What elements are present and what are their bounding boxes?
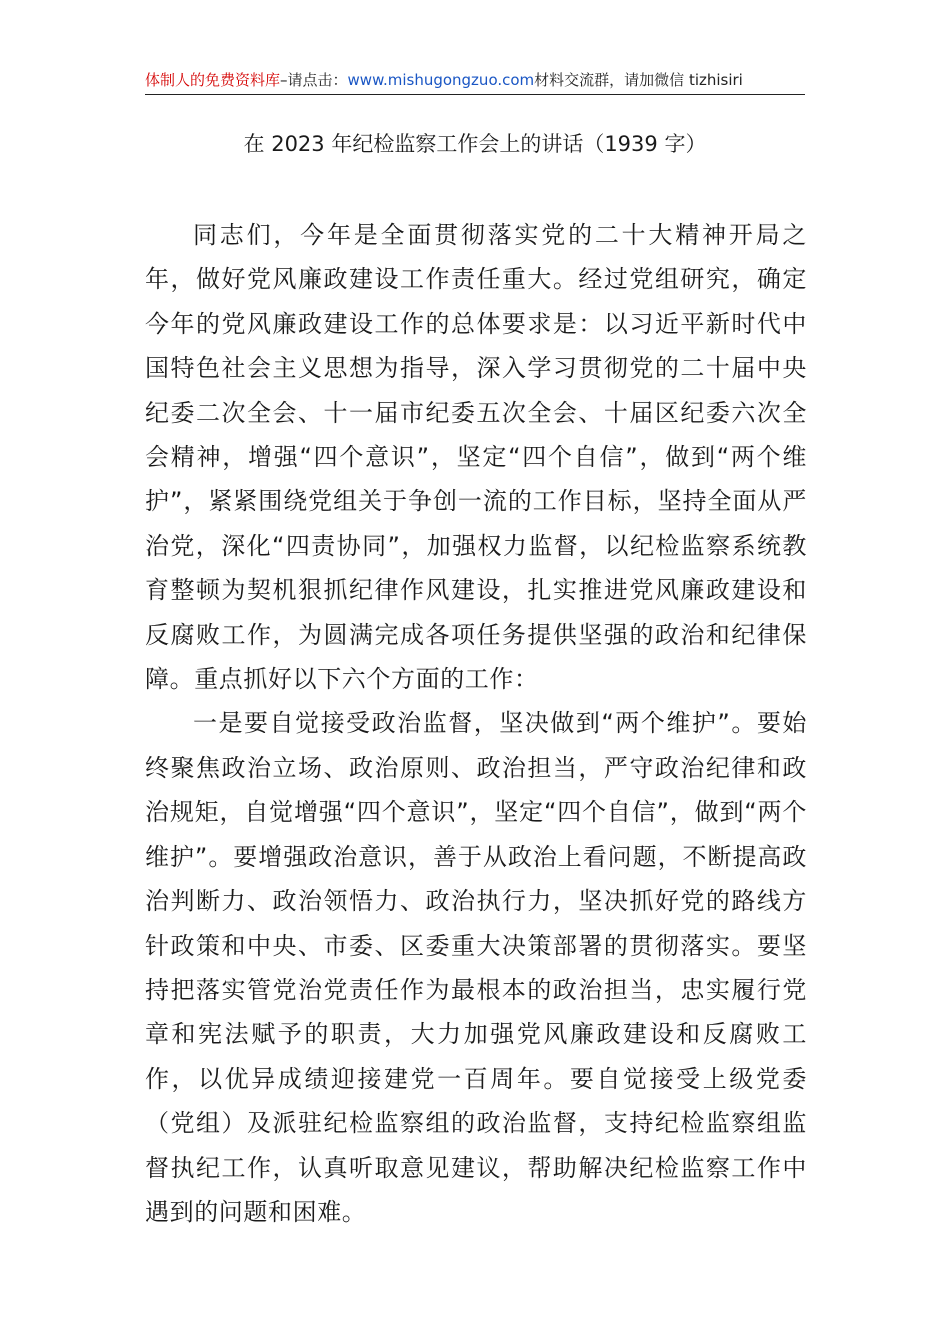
header-url-link[interactable]: www.mishugongzuo.com <box>347 71 535 89</box>
library-name: 体制人的免费资料库 <box>145 71 281 89</box>
page-header <box>145 66 805 95</box>
document-body <box>145 213 807 1234</box>
body-paragraph-intro: 同志们，今年是全面贯彻落实党的二十大精神开局之年，做好党风廉政建设工作责任重大。经过党组研究，确定今年的党风廉政建设工作的总体要求是：以习近平新时代中国特色社会主义思想为指导，深入学习贯彻党的二十届中央纪委二次全会、十一届市纪委五次全会、十届区纪委六次全会精神，增强“四个意识”，坚定“四个自信”，做到“两个维护”，紧紧围绕党组关于争创一流的工作目标，坚持全面从严治党，深化“四责协同”，加强权力监督，以纪检监察系统教育整顿为契机狠抓纪律作风建设，扎实推进党风廉政建设和反腐败工作，为圆满完成各项任务提供坚强的政治和纪律保障。重点抓好以下六个方面的工作： <box>145 221 807 694</box>
header-separator: –请点击： <box>280 71 348 89</box>
document-title: 在 2023 年纪检监察工作会上的讲话（1939 字） <box>243 132 707 156</box>
body-paragraph-point-one: 一是要自觉接受政治监督，坚决做到“两个维护”。要始终聚焦政治立场、政治原则、政治担当，严守政治纪律和政治规矩，自觉增强“四个意识”，坚定“四个自信”，做到“两个维护”。要增强政治意识，善于从政治上看问题，不断提高政治判断力、政治领悟力、政治执行力，坚决抓好党的路线方针政策和中央、市委、区委重大决策部署的贯彻落实。要坚持把落实管党治党责任作为最根本的政治担当，忠实履行党章和宪法赋予的职责，大力加强党风廉政建设和反腐败工作，以优异成绩迎接建党一百周年。要自觉接受上级党委（党组）及派驻纪检监察组的政治监督，支持纪检监察组监督执纪工作，认真听取意见建议，帮助解决纪检监察工作中遇到的问题和困难。 <box>145 709 807 1226</box>
header-wechat-note: 材料交流群，请加微信 tizhisiri <box>534 71 743 89</box>
